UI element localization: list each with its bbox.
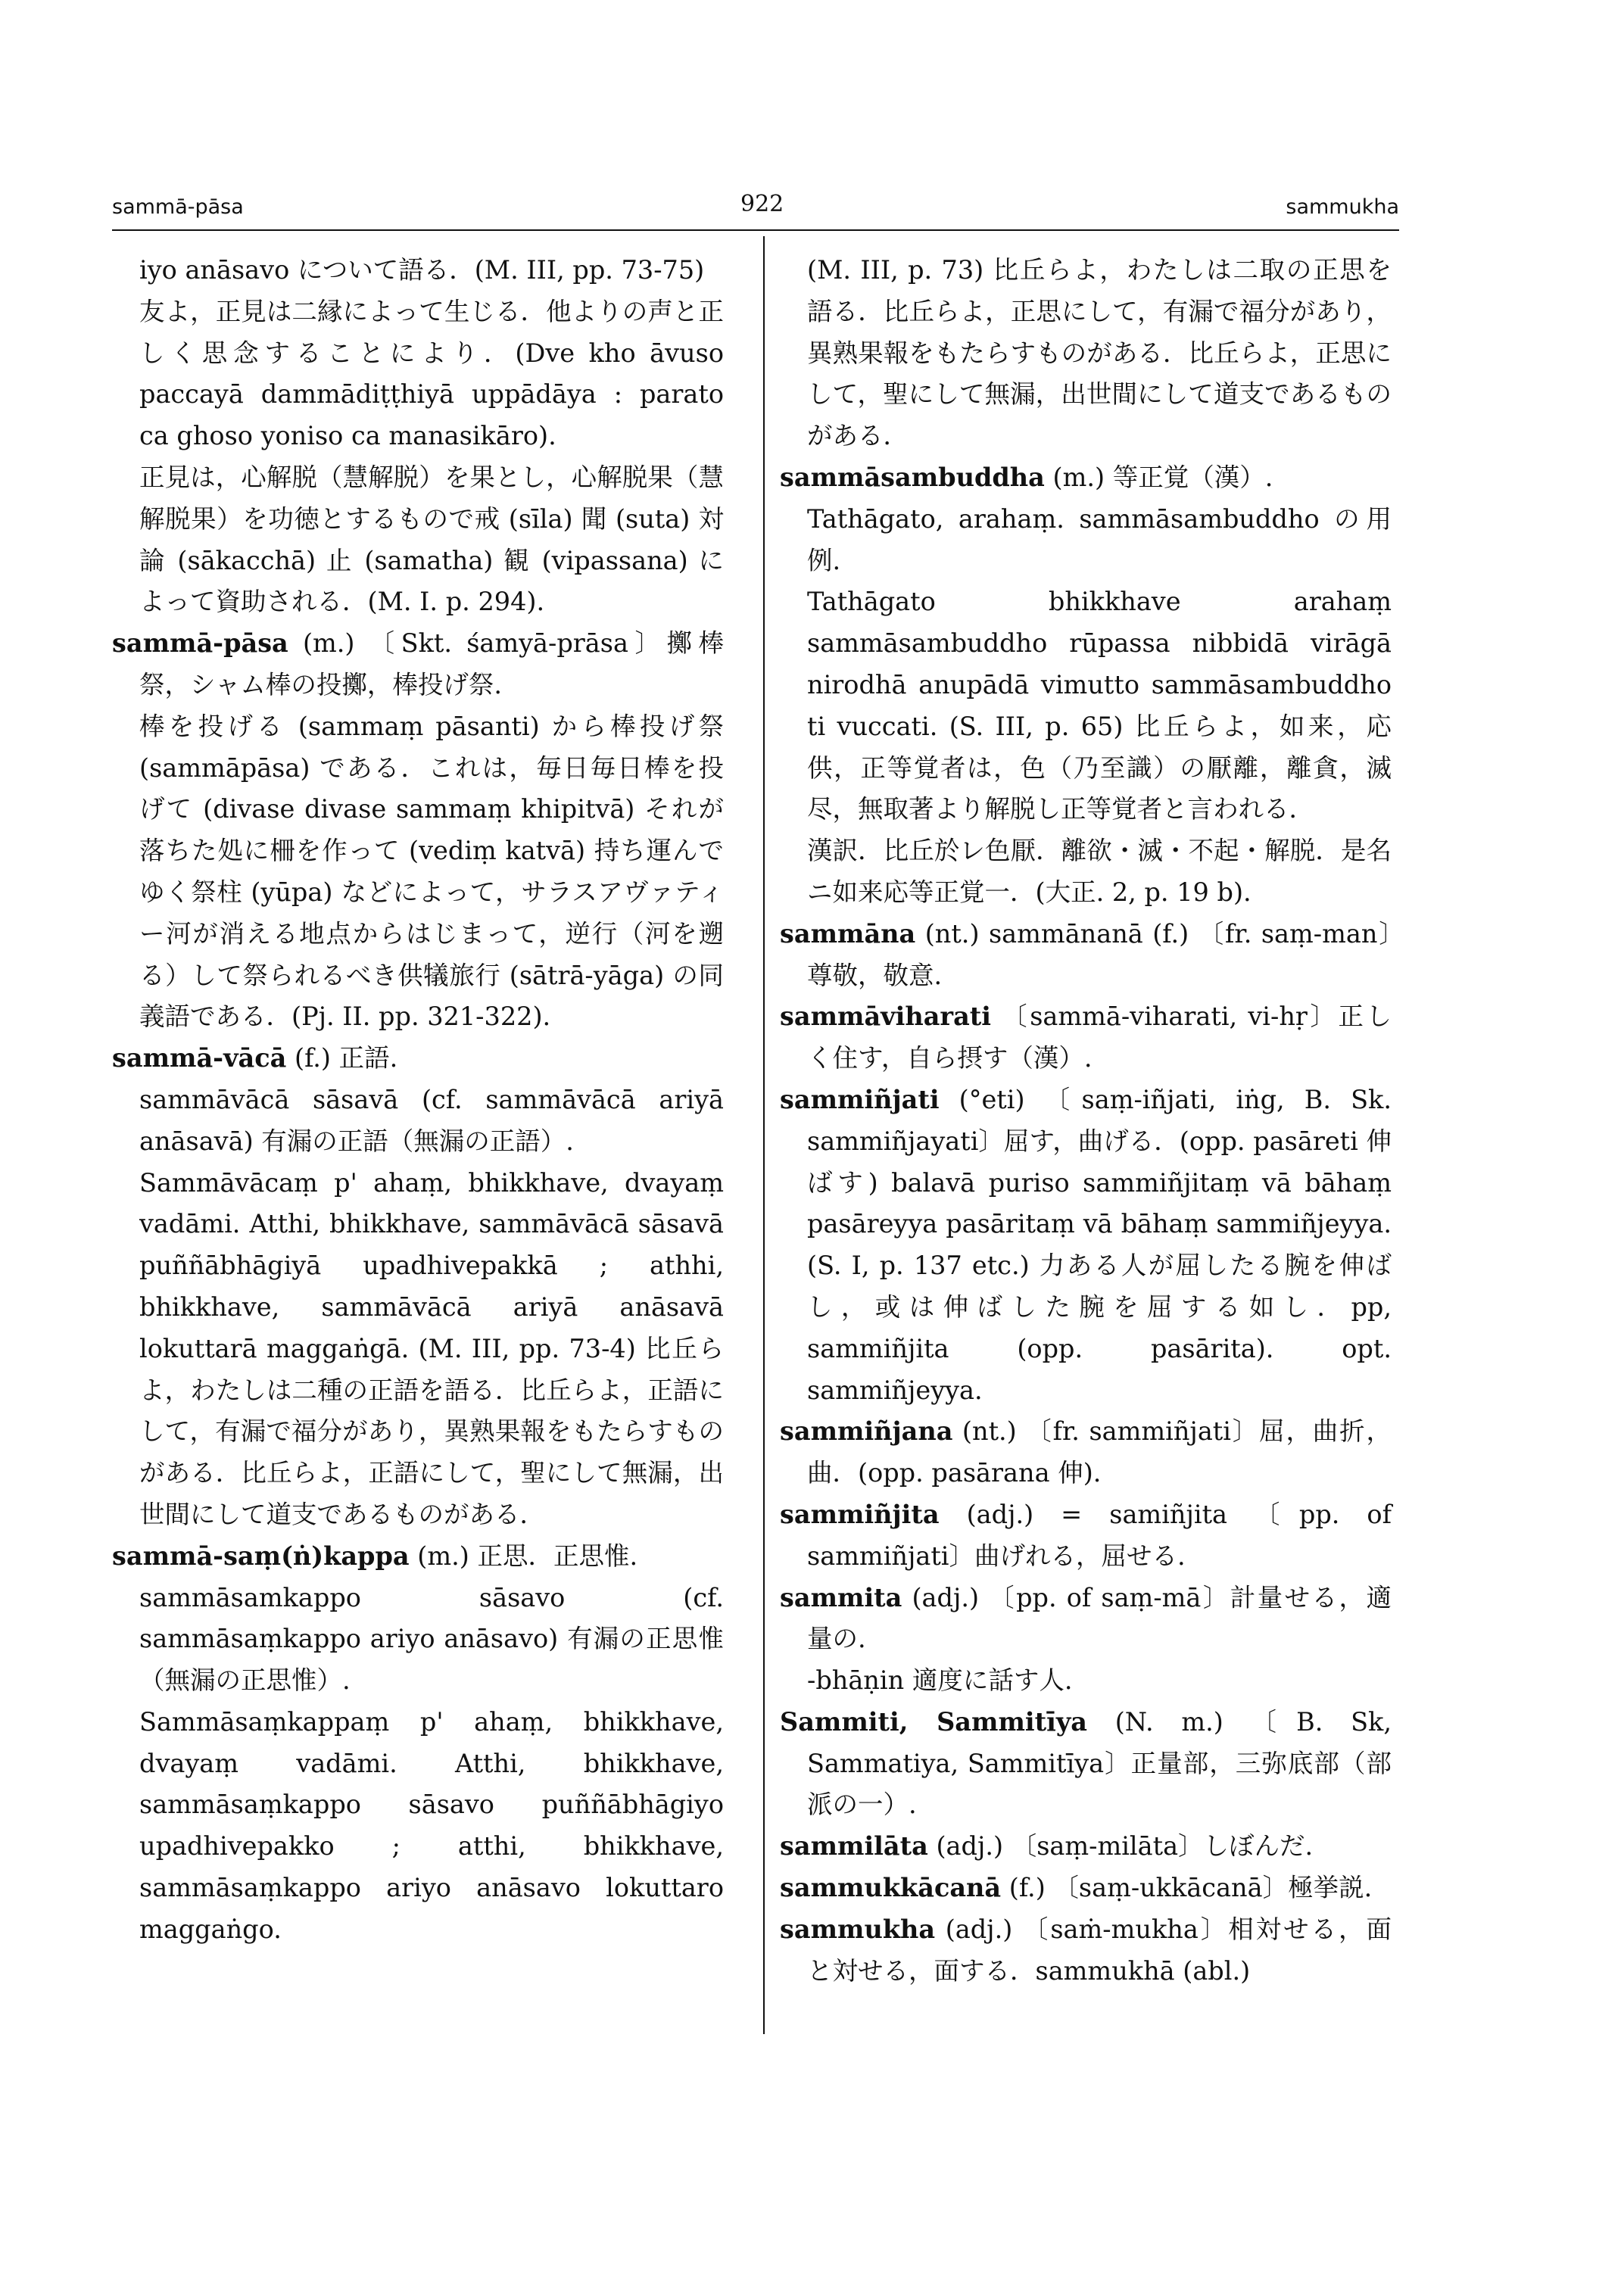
entry-headword: sammā-pāsa bbox=[112, 628, 288, 659]
left-column bbox=[112, 250, 724, 1951]
entry-headword: sammukha bbox=[780, 1914, 936, 1944]
entry-headword: sammiñjati bbox=[780, 1084, 940, 1114]
entry-paragraph: (M. III, p. 73) 比丘らよ，わたしは二取の正思を語る．比丘らよ，正思にして，有漏で福分があり，異熟果報をもたらすものがある．比丘らよ，正思にして，聖にして無漏，出世間にして道支であるものがある． bbox=[807, 255, 1392, 451]
entry-definition: (nt.) 〔fr. sammiñjati〕屈，曲折，曲．(opp. pasārana 伸). bbox=[807, 1416, 1392, 1488]
entry-headword: sammā-vācā bbox=[112, 1043, 287, 1073]
entry-paragraph: -bhāṇin 適度に話す人. bbox=[807, 1665, 1073, 1696]
dictionary-entry bbox=[112, 1536, 724, 1578]
entry-headword: sammita bbox=[780, 1582, 902, 1612]
entry-paragraph: Tathāgato bhikkhave arahaṃ sammāsambuddho rūpassa nibbidā virāgā nirodhā anupādā vimutto sammāsambuddho ti vuccati. (S. III, p. 65) 比丘らよ，如来，応供，正等覚者は，色（乃至識）の厭離，離貪，滅尽，無取著より解脱し正等覚者と言われる． bbox=[807, 587, 1392, 824]
entry-headword: sammilāta bbox=[780, 1831, 928, 1862]
header-right-guideword: sammukha bbox=[1286, 195, 1399, 219]
dictionary-entry bbox=[780, 1080, 1392, 1411]
entry-paragraph: iyo anāsavo について語る．(M. III, pp. 73-75) bbox=[139, 255, 705, 285]
entry-definition: (adj.) = samiñjita 〔pp. of sammiñjati〕曲げれる，屈せる. bbox=[807, 1499, 1392, 1571]
entry-paragraph: sammāsamkappo sāsavo (cf. sammāsaṃkappo ariyo anāsavo) 有漏の正思惟（無漏の正思惟）. bbox=[139, 1582, 724, 1696]
dictionary-entry bbox=[780, 1578, 1392, 1661]
column-divider bbox=[763, 236, 765, 2034]
dictionary-entry bbox=[780, 1702, 1392, 1826]
entry-paragraph: sammāvācā sāsavā (cf. sammāvācā ariyā anāsavā) 有漏の正語（無漏の正語）. bbox=[139, 1084, 724, 1156]
entry-definition: (nt.) sammānanā (f.) 〔fr. saṃ-man〕尊敬，敬意. bbox=[807, 918, 1392, 990]
entry-paragraph: 漢訳．比丘於レ色厭．離欲・滅・不起・解脱．是名ニ如来応等正覚一．(大正. 2, p. 19 b). bbox=[807, 836, 1392, 907]
entry-headword: sammukkācanā bbox=[780, 1873, 1002, 1903]
entry-definition: (adj.) 〔saṃ-milāta〕しぼんだ. bbox=[927, 1831, 1314, 1862]
dictionary-entry bbox=[780, 996, 1392, 1080]
entry-headword: sammāsambuddha bbox=[780, 462, 1045, 492]
entry-headword: sammiñjita bbox=[780, 1499, 940, 1529]
entry-definition: (f.) 正語. bbox=[286, 1043, 398, 1073]
entry-headword: Sammiti, Sammitīya bbox=[780, 1706, 1088, 1737]
page-number: 922 bbox=[740, 191, 784, 217]
dictionary-entry bbox=[780, 1411, 1392, 1494]
entry-definition: (adj.) 〔saṁ-mukha〕相対せる，面と対せる，面する．sammukhā (abl.) bbox=[807, 1914, 1392, 1986]
dictionary-entry bbox=[112, 623, 724, 706]
entry-headword: sammāviharati bbox=[780, 1002, 991, 1032]
entry-paragraph: Sammāsaṃkappaṃ p' ahaṃ, bhikkhave, dvayaṃ vadāmi. Atthi, bhikkhave, sammāsaṃkappo sāsavo puññābhāgiyo upadhivepakko ; atthi, bhikkhave, sammāsaṃkappo ariyo anāsavo lokuttaro maggaṅgo. bbox=[139, 1706, 724, 1944]
dictionary-entry bbox=[112, 1038, 724, 1080]
dictionary-entry bbox=[780, 914, 1392, 997]
dictionary-entry bbox=[780, 457, 1392, 499]
dictionary-entry bbox=[780, 1909, 1392, 1992]
entry-definition: (adj.) 〔pp. of saṃ-mā〕計量せる，適量の. bbox=[807, 1582, 1392, 1654]
entry-headword: sammā-saṃ(ṅ)kappa bbox=[112, 1541, 410, 1571]
entry-definition: 〔sammā-viharati, vi-hṛ〕正しく住す，自ら摂す（漢）. bbox=[807, 1002, 1392, 1073]
entry-definition: (m.) 正思．正思惟. bbox=[409, 1541, 638, 1571]
entry-definition: (m.) 〔Skt. śamyā-prāsa〕擲棒祭，シャム棒の投擲，棒投げ祭. bbox=[139, 628, 724, 699]
entry-definition: (N. m.) 〔B. Sk, Sammatiya, Sammitīya〕正量部，三弥底部（部派の一）. bbox=[807, 1706, 1392, 1820]
header-rule bbox=[112, 229, 1399, 231]
entry-paragraph: 友よ，正見は二縁によって生じる．他よりの声と正しく思念することにより．(Dve kho āvuso paccayā dammādiṭṭhiyā uppādāya : parato ca ghoso yoniso ca manasikāro). bbox=[139, 296, 724, 451]
entry-definition: (m.) 等正覚（漢）. bbox=[1044, 462, 1273, 492]
entry-paragraph: Sammāvācaṃ p' ahaṃ, bhikkhave, dvayaṃ vadāmi. Atthi, bhikkhave, sammāvācā sāsavā puññābhāgiyā upadhivepakkā ; athhi, bhikkhave, sammāvācā ariyā anāsavā lokuttarā maggaṅgā. (M. III, pp. 73-4) 比丘らよ，わたしは二種の正語を語る．比丘らよ，正語にして，有漏で福分があり，異熟果報をもたらすものがある．比丘らよ，正語にして，聖にして無漏，出世間にして道支であるものがある． bbox=[139, 1167, 724, 1529]
entry-definition: (f.) 〔saṃ-ukkācanā〕極挙説. bbox=[1001, 1873, 1373, 1903]
entry-headword: sammāna bbox=[780, 918, 916, 949]
entry-paragraph: 棒を投げる (sammaṃ pāsanti) から棒投げ祭 (sammāpāsa) である．これは，毎日毎日棒を投げて (divase divase sammaṃ khipitvā) それが落ちた処に柵を作って (vediṃ katvā) 持ち運んでゆく祭柱 (yūpa) などによって，サラスアヴァティー河が消える地点からはじまって，逆行（河を遡る）して祭られるべき供犠旅行 (sātrā-yāga) の同義語である．(Pj. II. pp. 321-322). bbox=[139, 711, 724, 1032]
entry-headword: sammiñjana bbox=[780, 1416, 953, 1447]
entry-paragraph: Tathāgato, arahaṃ. sammāsambuddho の用例. bbox=[807, 503, 1392, 575]
header-left-guideword: sammā-pāsa bbox=[112, 195, 244, 219]
entry-definition: (°eti) 〔saṃ-iñjati, iṅg, B. Sk. sammiñjayati〕屈す，曲げる．(opp. pasāreti 伸ばす) balavā puriso sammiñjitaṃ vā bāhaṃ pasāreyya pasāritaṃ vā bāhaṃ sammiñjeyya. (S. I, p. 137 etc.) 力ある人が屈したる腕を伸ばし，或は伸ばした腕を屈する如し．pp, sammiñjita (opp. pasārita). opt. sammiñjeyya. bbox=[807, 1084, 1392, 1405]
running-head bbox=[112, 191, 1399, 226]
entry-paragraph: 正見は，心解脱（慧解脱）を果とし，心解脱果（慧解脱果）を功徳とするもので戒 (sīla) 聞 (suta) 対論 (sākacchā) 止 (samatha) 観 (vipassana) によって資助される．(M. I. p. 294). bbox=[139, 462, 724, 617]
right-column bbox=[780, 250, 1392, 1992]
dictionary-entry bbox=[780, 1868, 1392, 1909]
dictionary-entry bbox=[780, 1826, 1392, 1868]
dictionary-entry bbox=[780, 1494, 1392, 1578]
